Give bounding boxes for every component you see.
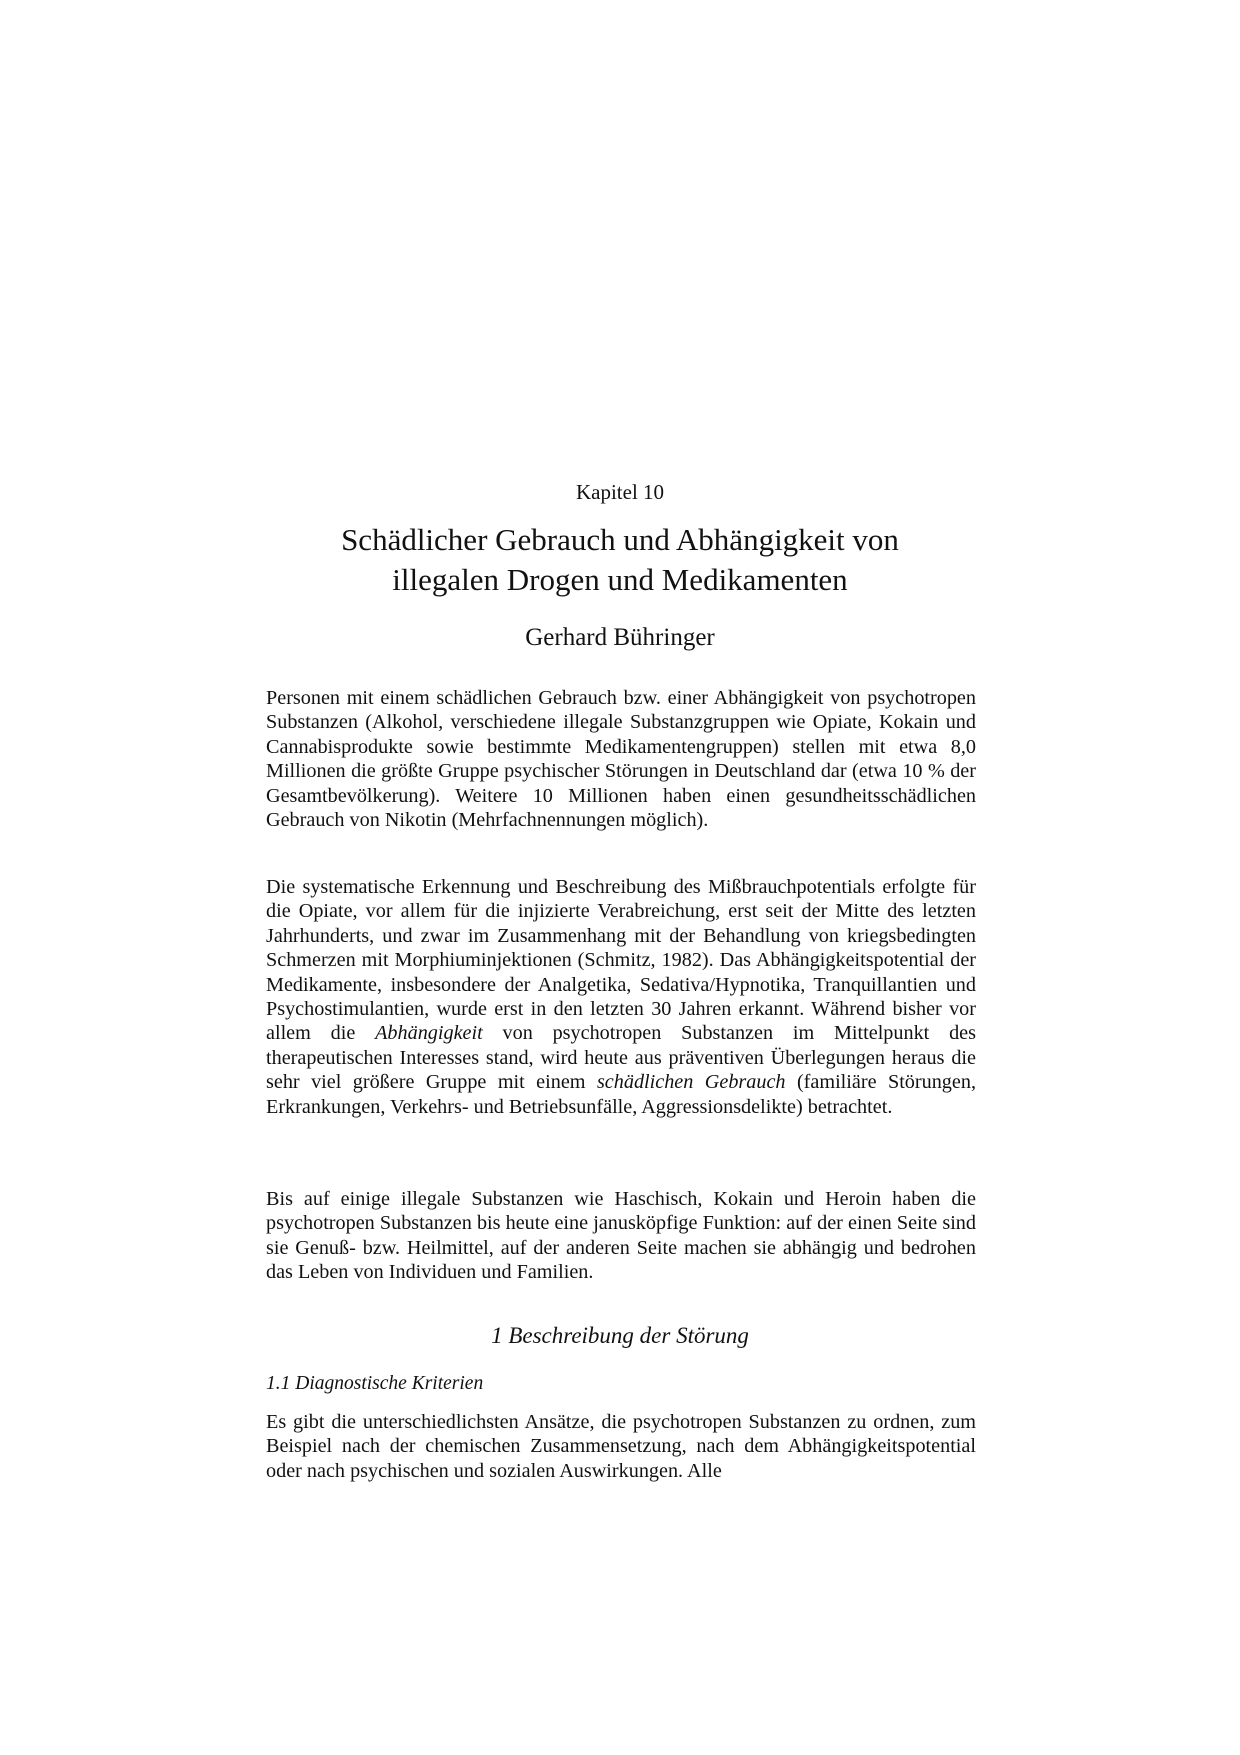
intro-paragraph-2 — [266, 875, 976, 1119]
subsection-heading: 1.1 Diagnostische Kriterien — [266, 1373, 484, 1394]
chapter-title-line-2: illegalen Drogen und Medikamenten — [392, 562, 848, 597]
chapter-label: Kapitel 10 — [575, 480, 665, 504]
paragraph-text: Bis auf einige illegale Substanzen wie Haschisch, Kokain und Heroin haben die psychotropen Substanzen bis heute eine janusköpfige Funktion: auf der einen Seite sind sie Genuß- bzw. Heilmittel, auf der anderen Seite machen sie abhängig und bedrohen das Leben von Individuen und Familien. — [266, 1188, 976, 1284]
paragraph-segment: (familiäre Störungen, Erkrankungen, Verkehrs- und Betriebsunfälle, Aggressionsdelikte) betrachtet. — [266, 1071, 977, 1118]
author-name: Gerhard Bühringer — [525, 624, 715, 651]
intro-paragraph-1 — [266, 686, 976, 832]
paragraph-text: Es gibt die unterschiedlichsten Ansätze, die psychotropen Substanzen zu ordnen, zum Beispiel nach der chemischen Zusammensetzung, nach dem Abhängigkeitspotential oder nach psychischen und sozialen Auswirkungen. Alle — [266, 1411, 976, 1482]
paragraph-text — [266, 875, 976, 1119]
intro-paragraph-3 — [266, 1187, 976, 1285]
emphasis-term: Abhängigkeit — [375, 1022, 483, 1045]
emphasis-term: schädlichen Gebrauch — [596, 1071, 786, 1094]
section-paragraph-1 — [266, 1410, 976, 1483]
paragraph-segment: von psychotropen Substanzen im Mittelpunkt des therapeutischen Interesses stand, wird heute aus präventiven Überlegungen heraus die sehr viel größere Gruppe mit einem — [266, 1022, 976, 1094]
paragraph-segment: Die systematische Erkennung und Beschreibung des Mißbrauchpotentials erfolgte für die Opiate, vor allem für die injizierte Verabreichung, erst seit der Mitte des letzten Jahrhunderts, und zwar im Zusammenhang mit der Behandlung von kriegsbedingten Schmerzen mit Morphiuminjektionen (Schmitz, 1982). Das Abhängigkeitspotential der Medikamente, insbesondere der Analgetika, Sedativa/Hypnotika, Tranquillantien und Psychostimulantien, wurde erst in den letzten 30 Jahren erkannt. Während bisher vor allem die — [266, 876, 976, 1045]
chapter-title — [150, 520, 1090, 600]
chapter-title-line-1: Schädlicher Gebrauch und Abhängigkeit von — [341, 522, 899, 557]
section-heading: 1 Beschreibung der Störung — [491, 1323, 749, 1348]
paragraph-text: Personen mit einem schädlichen Gebrauch bzw. einer Abhängigkeit von psychotropen Substanzen (Alkohol, verschiedene illegale Substanzgruppen wie Opiate, Kokain und Cannabisprodukte sowie bestimmte Medikamentengruppen) stellen mit etwa 8,0 Millionen die größte Gruppe psychischer Störungen in Deutschland dar (etwa 10 % der Gesamtbevölkerung). Weitere 10 Millionen haben einen gesundheitsschädlichen Gebrauch von Nikotin (Mehrfachnennungen möglich). — [266, 687, 976, 832]
